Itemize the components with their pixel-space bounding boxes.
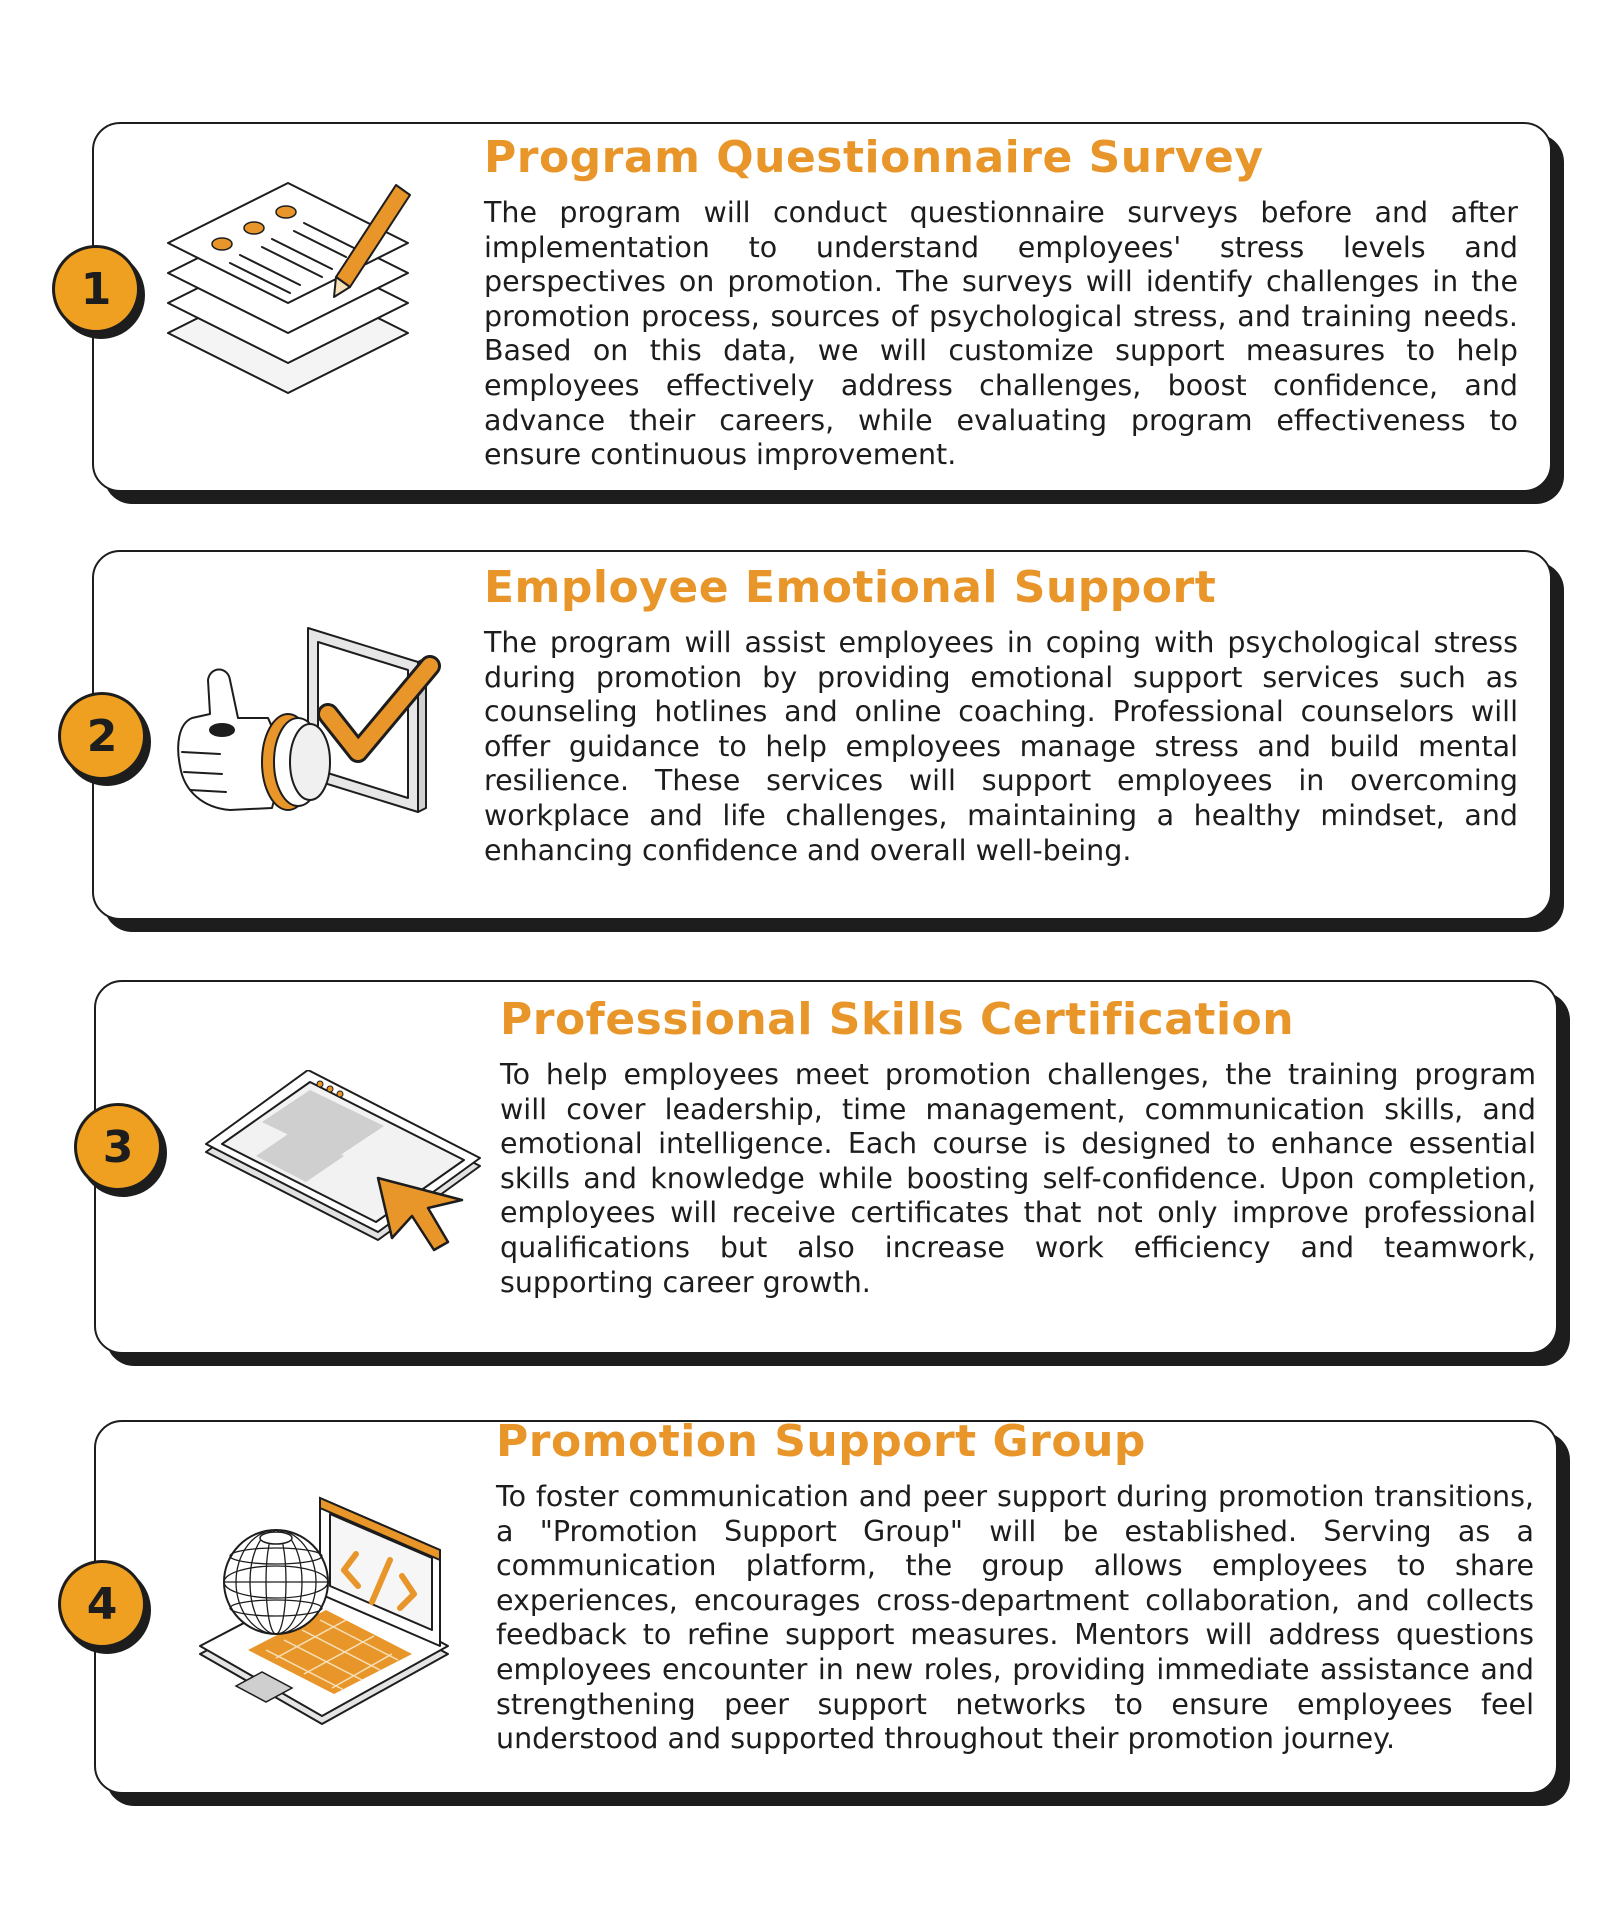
step-number-badge-1: 1 [52, 245, 140, 333]
step-number-badge-2: 2 [58, 692, 146, 780]
step-title-1: Program Questionnaire Survey [484, 132, 1264, 183]
survey-checklist-icon [160, 175, 430, 415]
step-number-badge-4: 4 [58, 1560, 146, 1648]
step-body-3: To help employees meet promotion challenges, the training program will cover leadership, time management, communication skills, and emotional intelligence. Each course is designed to enhance essential skills and knowledge while boosting self-confidence. Upon completion, employees will receive certificates that not only improve professional qualifications but also increase work efficiency and teamwork, supporting career growth. [500, 1058, 1536, 1299]
laptop-globe-code-icon [196, 1490, 456, 1760]
step-body-2: The program will assist employees in coping with psychological stress during promotion by providing emotional support services such as counseling hotlines and online coaching. Professional counselors will offer guidance to help employees manage stress and build mental resilience. These services will support employees in overcoming workplace and life challenges, maintaining a healthy mindset, and enhancing confidence and overall well-being. [484, 626, 1518, 867]
step-title-3: Professional Skills Certification [500, 994, 1295, 1045]
online-course-tablet-icon [198, 1070, 488, 1270]
step-title-2: Employee Emotional Support [484, 562, 1217, 613]
step-number-badge-3: 3 [74, 1103, 162, 1191]
thumbs-up-check-icon [168, 622, 448, 852]
step-body-4: To foster communication and peer support during promotion transitions, a "Promotion Support Group" will be established. Serving as a communication platform, the group allows employees to share experiences, encourages cross-department collaboration, and collects feedback to refine support measures. Mentors will address questions employees encounter in new roles, providing immediate assistance and strengthening peer support networks to ensure employees feel understood and supported throughout their promotion journey. [496, 1480, 1534, 1756]
step-title-4: Promotion Support Group [496, 1416, 1146, 1467]
step-body-1: The program will conduct questionnaire surveys before and after implementation to understand employees' stress levels and perspectives on promotion. The surveys will identify challenges in the promotion process, sources of psychological stress, and training needs. Based on this data, we will customize support measures to help employees effectively address challenges, boost confidence, and advance their careers, while evaluating program effectiveness to ensure continuous improvement. [484, 196, 1518, 472]
